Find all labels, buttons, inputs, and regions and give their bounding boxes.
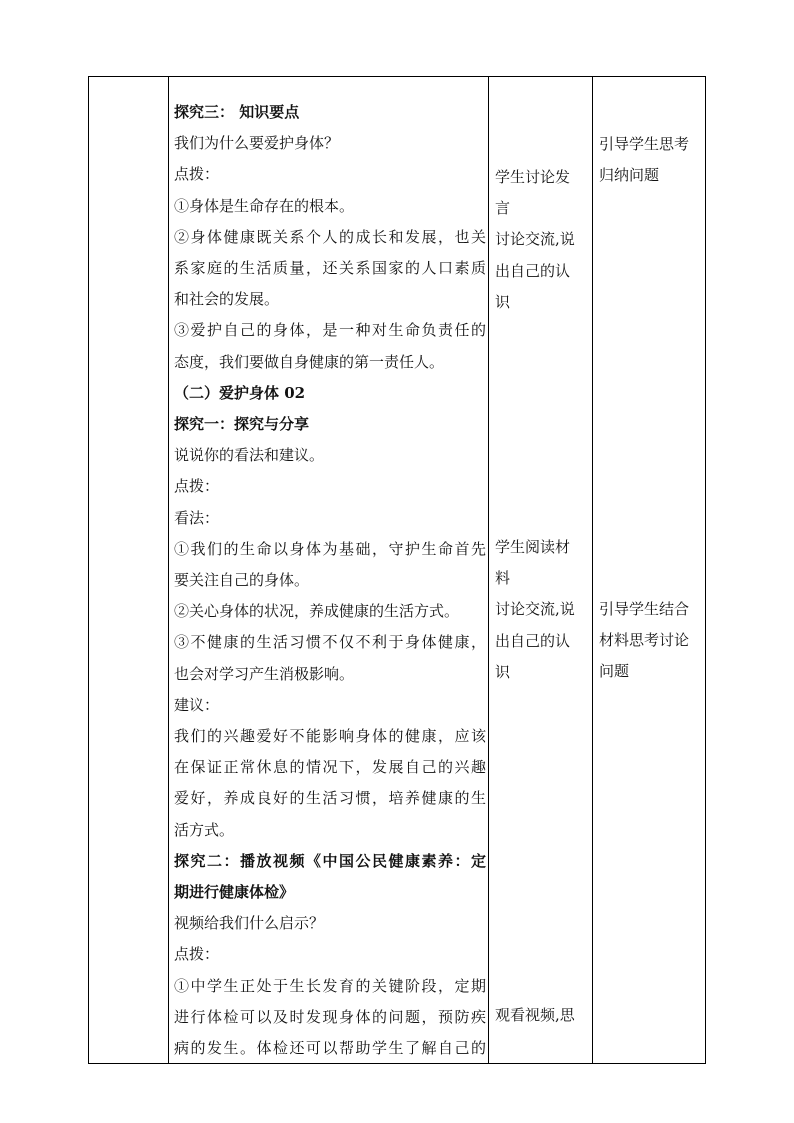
student-activity (495, 1000, 591, 1031)
student-activity-line: 出自己的认 (495, 261, 571, 280)
student-activity (495, 162, 591, 318)
content-line: 点拨： (174, 945, 220, 964)
student-activity-line: 学生阅读材 (495, 538, 571, 556)
content-line: ③不健康的生活习惯不仅不利于身体健康， (174, 633, 486, 652)
student-activity (495, 532, 591, 688)
student-activity-line: 讨论交流,说 (495, 230, 575, 249)
content-line: ②身体健康既关系个人的成长和发展，也关 (174, 227, 486, 246)
content-line: 要关注自己的身体。 (174, 571, 310, 590)
content-line: 视频给我们什么启示？ (174, 914, 325, 933)
student-activity-line: 识 (495, 292, 511, 311)
content-line: 我们为什么要爱护身体？ (174, 134, 340, 153)
content-line: 进行体检可以及时发现身体的问题，预防疾 (174, 1007, 486, 1026)
column-divider (168, 77, 169, 1063)
column-divider (592, 77, 593, 1063)
student-activity-line: 料 (495, 569, 511, 588)
content-heading: （二）爱护身体 02 (174, 383, 306, 402)
teacher-intent-line: 材料思考讨论 (599, 631, 690, 650)
content-line: 我们的兴趣爱好不能影响身体的健康，应该 (174, 727, 486, 746)
column-divider (488, 77, 489, 1063)
content-heading: 探究三： 知识要点 (174, 103, 300, 121)
content-line: 说说你的看法和建议。 (174, 446, 325, 465)
teacher-intent-line: 引导学生结合 (599, 600, 690, 618)
student-activity-line: 讨论交流,说 (495, 600, 575, 619)
content-line: 爱好，养成良好的生活习惯，培养健康的生 (174, 789, 486, 808)
student-activity-line: 言 (495, 199, 511, 218)
teacher-intent-line: 问题 (599, 662, 630, 681)
content-line: 建议： (174, 695, 220, 714)
content-line: ②关心身体的状况，养成健康的生活方式。 (174, 602, 460, 621)
lesson-table (88, 76, 706, 1064)
content-line: ③爱护自己的身体，是一种对生命负责任的 (174, 321, 486, 340)
teacher-intent-line: 归纳问题 (599, 166, 660, 185)
content-line: 病的发生。体检还可以帮助学生了解自己的 (174, 1039, 486, 1058)
content-line: ①我们的生命以身体为基础，守护生命首先 (174, 539, 486, 558)
content-line: 在保证正常休息的情况下，发展自己的兴趣 (174, 758, 486, 777)
content-line: 态度，我们要做自身健康的第一责任人。 (174, 352, 445, 371)
content-line: ①身体是生命存在的根本。 (174, 196, 355, 215)
student-activity-line: 识 (495, 662, 511, 681)
student-activity-line: 学生讨论发 (495, 168, 571, 186)
content-line: 点拨： (174, 477, 220, 496)
content-line: 活方式。 (174, 820, 235, 839)
teacher-intent (599, 594, 703, 688)
content-line: 系家庭的生活质量，还关系国家的人口素质 (174, 259, 486, 278)
student-activity-line: 观看视频,思 (495, 1006, 575, 1024)
teacher-intent (599, 129, 703, 191)
content-line: 看法： (174, 508, 220, 527)
content-heading: 探究二：播放视频《中国公民健康素养：定 (174, 851, 486, 870)
student-activity-line: 出自己的认 (495, 631, 571, 650)
content-heading: 探究一：探究与分享 (174, 415, 310, 434)
teacher-intent-line: 引导学生思考 (599, 135, 690, 153)
content-line: ①中学生正处于生长发育的关键阶段，定期 (174, 976, 486, 995)
content-heading: 期进行健康体检》 (174, 883, 295, 902)
content-line: 点拨： (174, 165, 220, 184)
teaching-content-cell (174, 97, 486, 1064)
content-line: 也会对学习产生消极影响。 (174, 664, 355, 683)
content-line: 和社会的发展。 (174, 290, 280, 309)
